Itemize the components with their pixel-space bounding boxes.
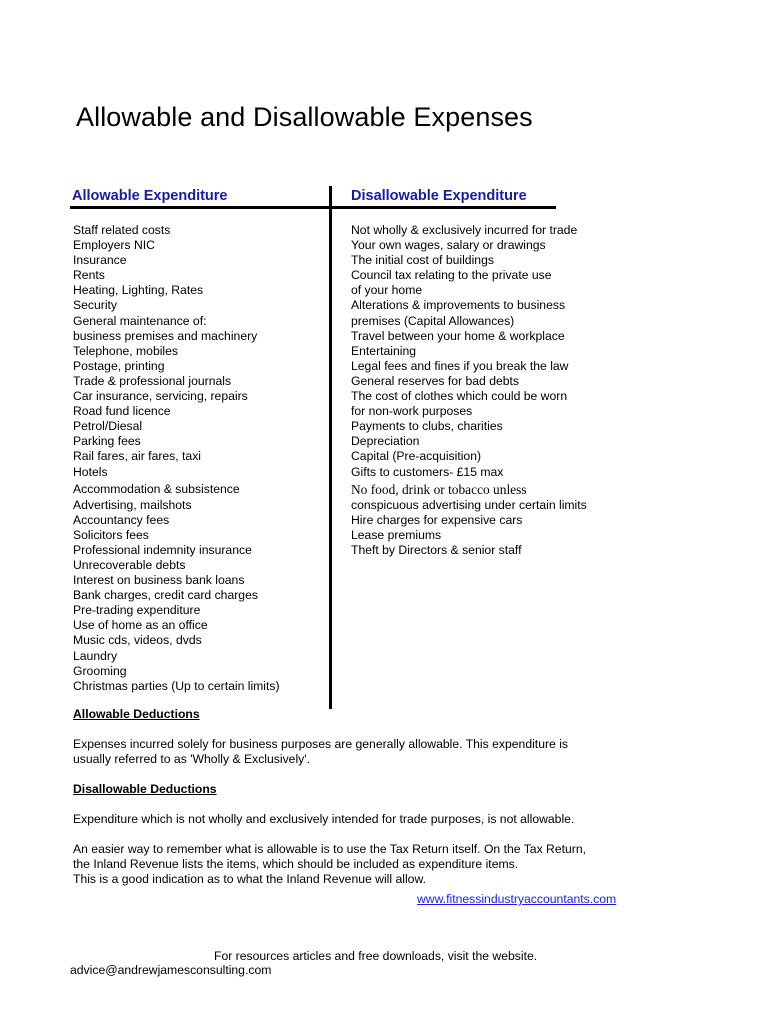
paragraph-line: Expenditure which is not wholly and exclusively intended for trade purposes, is not allowable. xyxy=(73,812,575,826)
list-item: Christmas parties (Up to certain limits) xyxy=(73,678,280,693)
list-item: Parking fees xyxy=(73,434,141,449)
disallowable-expenditure-heading: Disallowable Expenditure xyxy=(351,188,527,204)
table-header-rule xyxy=(70,206,556,209)
allowable-expenditure-list xyxy=(73,223,280,694)
list-item: Lease premiums xyxy=(351,527,442,542)
list-item: Music cds, videos, dvds xyxy=(73,633,202,648)
list-item: Professional indemnity insurance xyxy=(73,542,252,557)
footer-resources-text: For resources articles and free downloads, visit the website. xyxy=(214,949,538,963)
list-item: Security xyxy=(73,298,118,313)
allowable-deductions-heading: Allowable Deductions xyxy=(73,707,200,721)
list-item: for non-work purposes xyxy=(351,404,473,419)
list-item: Not wholly & exclusively incurred for trade xyxy=(351,223,578,237)
paragraph-line: Expenses incurred solely for business purposes are generally allowable. This expenditure is xyxy=(73,737,568,751)
paragraph-line: usually referred to as 'Wholly & Exclusively'. xyxy=(73,752,310,767)
list-item: Depreciation xyxy=(351,434,420,449)
list-item: Staff related costs xyxy=(73,223,171,237)
list-item: Theft by Directors & senior staff xyxy=(351,542,522,557)
allowable-expenditure-heading: Allowable Expenditure xyxy=(72,188,228,204)
disallowable-deductions-text xyxy=(73,812,633,827)
list-item: Road fund licence xyxy=(73,404,171,419)
list-item: Pre-trading expenditure xyxy=(73,603,201,618)
list-item: Telephone, mobiles xyxy=(73,343,179,358)
list-item: Hotels xyxy=(73,464,108,479)
website-link[interactable]: www.fitnessindustryaccountants.com xyxy=(417,892,617,906)
page-title: Allowable and Disallowable Expenses xyxy=(76,102,533,132)
list-item: Use of home as an office xyxy=(73,618,208,633)
list-item: Insurance xyxy=(73,253,127,268)
list-item: Solicitors fees xyxy=(73,527,149,542)
list-item: Employers NIC xyxy=(73,238,155,253)
list-item: No food, drink or tobacco unless xyxy=(351,481,527,497)
list-item: Capital (Pre-acquisition) xyxy=(351,449,482,464)
list-item: Accommodation & subsistence xyxy=(73,481,240,496)
list-item: of your home xyxy=(351,283,423,298)
list-item: Your own wages, salary or drawings xyxy=(351,238,546,253)
list-item: Gifts to customers- £15 max xyxy=(351,464,504,479)
list-item: Trade & professional journals xyxy=(73,373,232,388)
list-item: Grooming xyxy=(73,663,127,678)
paragraph-line: This is a good indication as to what the Inland Revenue will allow. xyxy=(73,872,426,887)
list-item: Rents xyxy=(73,268,105,283)
list-item: Laundry xyxy=(73,648,118,663)
paragraph-line: An easier way to remember what is allowable is to use the Tax Return itself. On the Tax Return, xyxy=(73,842,587,856)
list-item: Advertising, mailshots xyxy=(73,497,192,512)
list-item: Car insurance, servicing, repairs xyxy=(73,389,248,404)
list-item: Hire charges for expensive cars xyxy=(351,512,523,527)
list-item: Interest on business bank loans xyxy=(73,573,245,588)
allowable-deductions-text xyxy=(73,737,633,767)
list-item: General reserves for bad debts xyxy=(351,373,520,388)
list-item: premises (Capital Allowances) xyxy=(351,313,515,328)
list-item: Legal fees and fines if you break the law xyxy=(351,358,569,373)
list-item: Unrecoverable debts xyxy=(73,557,186,572)
list-item: Council tax relating to the private use xyxy=(351,268,552,283)
disallowable-deductions-heading: Disallowable Deductions xyxy=(73,782,217,796)
list-item: Alterations & improvements to business xyxy=(351,298,566,313)
list-item: Rail fares, air fares, taxi xyxy=(73,449,202,464)
list-item: Postage, printing xyxy=(73,358,165,373)
list-item: Heating, Lighting, Rates xyxy=(73,283,204,298)
disallowable-expenditure-list xyxy=(351,223,587,558)
list-item: Payments to clubs, charities xyxy=(351,419,503,434)
list-item: The initial cost of buildings xyxy=(351,253,494,268)
tax-return-note xyxy=(73,842,633,888)
list-item: Bank charges, credit card charges xyxy=(73,588,258,603)
list-item: Petrol/Diesal xyxy=(73,419,143,434)
list-item: Accountancy fees xyxy=(73,512,170,527)
list-item: General maintenance of: xyxy=(73,313,207,328)
list-item: Entertaining xyxy=(351,343,417,358)
footer-email[interactable]: advice@andrewjamesconsulting.com xyxy=(70,963,272,977)
list-item: business premises and machinery xyxy=(73,328,258,343)
paragraph-line: the Inland Revenue lists the items, which should be included as expenditure items. xyxy=(73,857,519,872)
list-item: conspicuous advertising under certain limits xyxy=(351,497,587,512)
column-divider xyxy=(329,186,332,709)
list-item: Travel between your home & workplace xyxy=(351,328,565,343)
list-item: The cost of clothes which could be worn xyxy=(351,389,568,404)
